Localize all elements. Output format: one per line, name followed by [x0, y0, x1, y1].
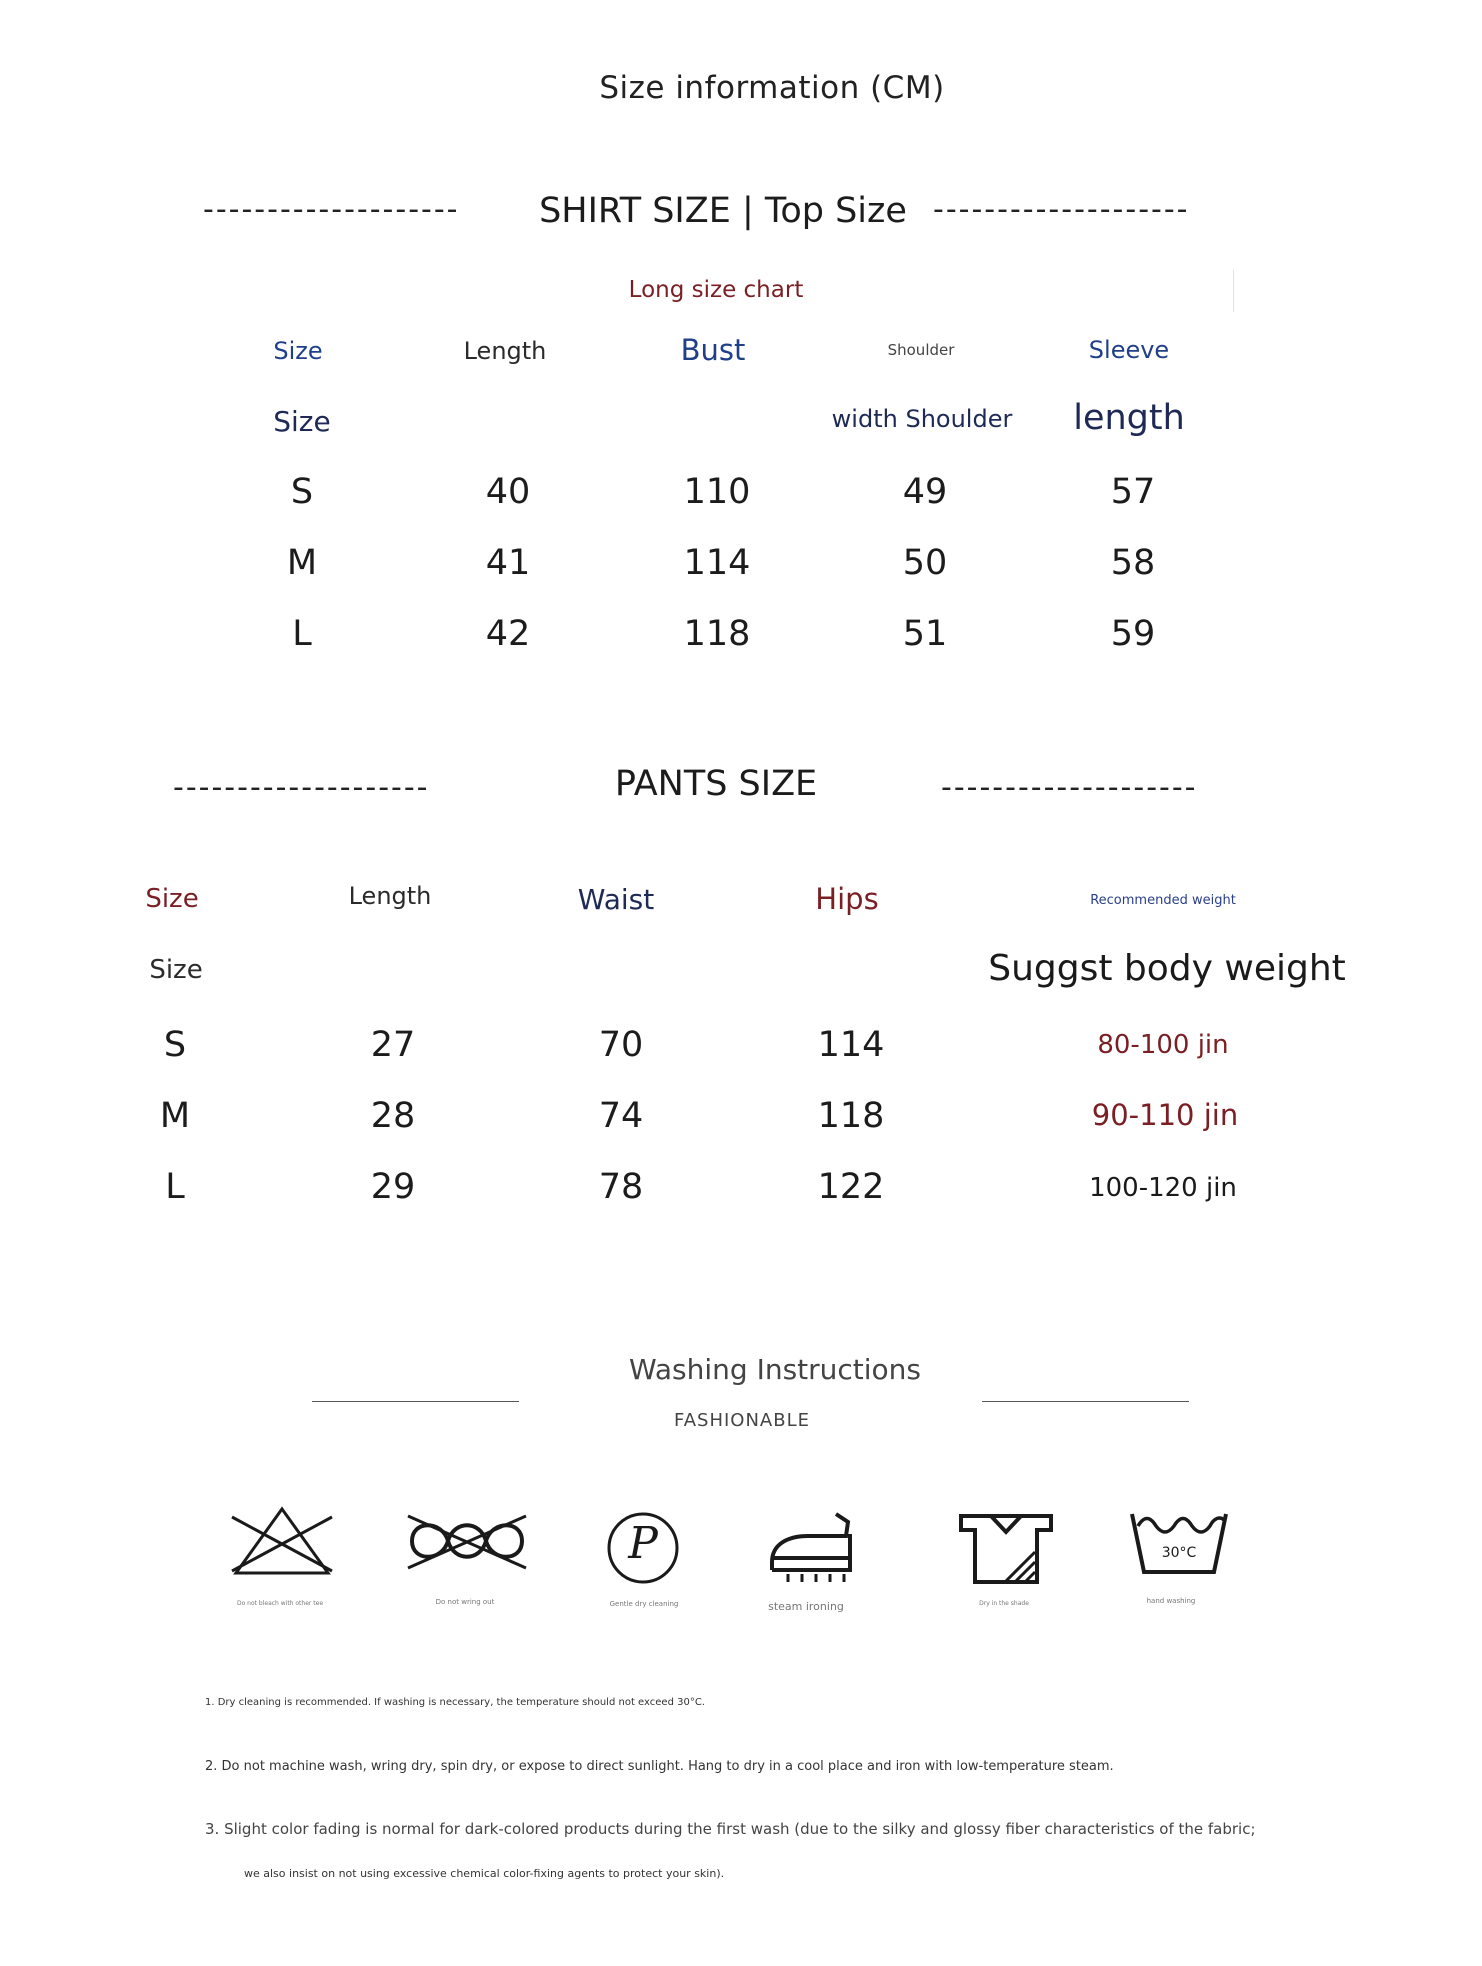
- shirt-dashes-right: --------------------: [933, 192, 1190, 227]
- page-title: Size information (CM): [599, 70, 945, 106]
- pants-cell-size: M: [159, 1096, 191, 1136]
- pants-header-weight: Recommended weight: [1090, 893, 1236, 908]
- steam-iron-icon: [766, 1510, 854, 1584]
- dry-clean-caption: Gentle dry cleaning: [609, 1600, 679, 1608]
- shirt-section-title: SHIRT SIZE | Top Size: [539, 191, 907, 231]
- shirt-cell-shoulder: 50: [902, 543, 948, 583]
- pants-header2-size: Size: [149, 955, 203, 985]
- pants-cell-size: L: [165, 1167, 185, 1207]
- pants-cell-waist: 70: [598, 1025, 644, 1065]
- shirt-cell-length: 40: [485, 472, 531, 512]
- shirt-header2-shoulder: width Shoulder: [831, 405, 1013, 433]
- shirt-cell-sleeve: 58: [1110, 543, 1156, 583]
- shirt-cell-bust: 114: [683, 543, 751, 583]
- shirt-cell-sleeve: 59: [1110, 614, 1156, 654]
- pants-cell-hips: 118: [817, 1096, 885, 1136]
- pants-cell-hips: 122: [817, 1167, 885, 1207]
- pants-header-hips: Hips: [815, 882, 879, 916]
- pants-cell-size: S: [163, 1025, 187, 1065]
- pants-header-waist: Waist: [577, 883, 655, 916]
- pants-cell-waist: 74: [598, 1096, 644, 1136]
- shirt-cell-size: S: [290, 472, 314, 512]
- shirt-cell-bust: 110: [683, 472, 751, 512]
- pants-dashes-left: --------------------: [173, 770, 430, 805]
- shirt-header-sleeve: Sleeve: [1088, 336, 1170, 364]
- pants-header-length: Length: [348, 882, 432, 910]
- pants-header-size: Size: [145, 884, 199, 914]
- pants-cell-weight: 80-100 jin: [1097, 1030, 1229, 1060]
- dry-shade-icon: [957, 1512, 1055, 1586]
- shirt-cell-shoulder: 51: [902, 614, 948, 654]
- pants-cell-hips: 114: [817, 1025, 885, 1065]
- pants-cell-length: 28: [370, 1096, 416, 1136]
- shirt-subtitle: Long size chart: [628, 277, 804, 303]
- shirt-cell-sleeve: 57: [1110, 472, 1156, 512]
- shirt-header-length: Length: [463, 337, 547, 365]
- shirt-cell-length: 42: [485, 614, 531, 654]
- pants-section-title: PANTS SIZE: [614, 764, 818, 804]
- shirt-dashes-left: --------------------: [203, 192, 460, 227]
- shirt-header-size: Size: [273, 337, 323, 365]
- pants-dashes-right: --------------------: [941, 770, 1198, 805]
- shirt-cell-size: L: [292, 614, 312, 654]
- washing-note-3: 3. Slight color fading is normal for dark-colored products during the first wash (due to the silky and glossy fiber characteristics of the fabric;: [205, 1820, 1256, 1838]
- hand-wash-icon: [1128, 1510, 1230, 1578]
- shirt-cell-size: M: [286, 543, 318, 583]
- washing-note-4: we also insist on not using excessive chemical color-fixing agents to protect your skin).: [244, 1867, 725, 1880]
- pants-cell-weight: 90-110 jin: [1091, 1098, 1239, 1132]
- steam-iron-caption: steam ironing: [768, 1600, 844, 1613]
- pants-cell-length: 29: [370, 1167, 416, 1207]
- pants-cell-length: 27: [370, 1025, 416, 1065]
- washing-note-1: 1. Dry cleaning is recommended. If washing is necessary, the temperature should not exceed 30°C.: [205, 1697, 705, 1708]
- shirt-header2-sleeve: length: [1073, 398, 1185, 438]
- pants-header2-weight: Suggst body weight: [988, 948, 1346, 989]
- divider: [1233, 270, 1234, 312]
- washing-note-2: 2. Do not machine wash, wring dry, spin dry, or expose to direct sunlight. Hang to dry in a cool place and iron with low-temperature steam.: [205, 1759, 1114, 1774]
- shirt-header-shoulder: Shoulder: [887, 341, 955, 359]
- shirt-header2-size: Size: [273, 405, 331, 438]
- dry-shade-caption: Dry in the shade: [979, 1600, 1029, 1607]
- washing-title: Washing Instructions: [628, 1353, 922, 1386]
- no-wring-caption: Do not wring out: [435, 1598, 495, 1606]
- pants-cell-waist: 78: [598, 1167, 644, 1207]
- no-bleach-caption: Do not bleach with other tee: [236, 1600, 324, 1607]
- shirt-cell-shoulder: 49: [902, 472, 948, 512]
- no-wring-icon: [404, 1510, 530, 1572]
- shirt-cell-bust: 118: [683, 614, 751, 654]
- divider: [312, 1401, 519, 1402]
- pants-cell-weight: 100-120 jin: [1089, 1173, 1237, 1203]
- hand-wash-caption: hand washing: [1146, 1597, 1196, 1605]
- shirt-header-bust: Bust: [680, 333, 746, 367]
- dry-clean-glyph: P: [628, 1518, 658, 1569]
- washing-subtitle: FASHIONABLE: [674, 1410, 810, 1431]
- hand-wash-glyph: 30°C: [1161, 1545, 1197, 1561]
- no-bleach-icon: [230, 1505, 334, 1577]
- shirt-cell-length: 41: [485, 543, 531, 583]
- divider: [982, 1401, 1189, 1402]
